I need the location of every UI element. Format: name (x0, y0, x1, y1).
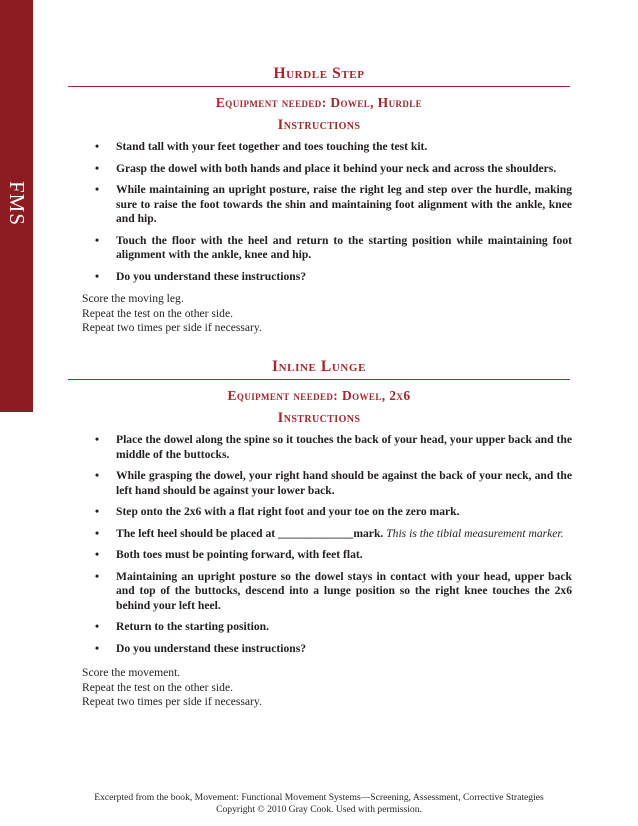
instructions-heading-inline-lunge: Instructions (277, 410, 361, 426)
note-line: Repeat the test on the other side. (82, 680, 233, 694)
list-item: • Stand tall with your feet together and toes touching the test kit. (95, 140, 428, 153)
note-line: Repeat the test on the other side. (82, 306, 233, 320)
notes-hurdle-step (82, 292, 572, 336)
instructions-list-inline-lunge (88, 433, 572, 663)
footer-copyright: Copyright © 2010 Gray Cook. Used with permission. (216, 804, 422, 815)
notes-inline-lunge (82, 666, 572, 710)
list-item: • Touch the floor with the heel and return to the starting position while maintaining foot alignment with the ankle, knee and hip. (95, 233, 572, 261)
list-item: • While maintaining an upright posture, raise the right leg and step over the hurdle, making sure to raise the foot towards the shin and maintaining foot alignment with the ankle, knee and hip. (95, 183, 572, 225)
list-item: • Both toes must be pointing forward, with feet flat. (95, 548, 363, 561)
list-item: • Do you understand these instructions? (95, 641, 307, 655)
list-item: • Do you understand these instructions? (95, 269, 307, 283)
note-line: Repeat two times per side if necessary. (82, 321, 262, 334)
note-line: Score the moving leg. (82, 292, 184, 305)
list-item: • Maintaining an upright posture so the dowel stays in contact with your head, upper back and top of the buttocks, descend into a lunge position so the right knee touches the 2x6 behind your left heel. (95, 569, 572, 612)
instructions-list-hurdle-step (88, 140, 572, 291)
list-item: • Place the dowel along the spine so it touches the back of your head, your upper back and the middle of the buttocks. (95, 433, 572, 461)
note-line: Repeat two times per side if necessary. (82, 695, 262, 708)
list-item: • Return to the starting position. (95, 620, 269, 633)
italic-note: This is the tibial measurement marker. (386, 526, 564, 540)
list-item: • Grasp the dowel with both hands and place it behind your neck and across the shoulders. (95, 161, 557, 175)
page-footer (68, 792, 570, 816)
section-title-hurdle-step: Hurdle Step (273, 65, 365, 82)
footer-source: Excerpted from the book, Movement: Functional Movement Systems—Screening, Assessment, Corrective Strategies (94, 792, 544, 803)
instructions-heading-hurdle-step: Instructions (277, 117, 361, 133)
list-item: • The left heel should be placed at _____________mark. This is the tibial measurement marker. (95, 526, 564, 540)
section-rule (68, 86, 570, 87)
list-item: • While grasping the dowel, your right hand should be against the back of your neck, and the left hand should be against your lower back. (95, 469, 572, 497)
side-tab-label: FMS (5, 180, 29, 226)
note-line: Score the movement. (82, 666, 181, 679)
section-title-inline-lunge: Inline Lunge (271, 358, 367, 375)
section-rule (68, 379, 570, 380)
list-item: • Step onto the 2x6 with a flat right foot and your toe on the zero mark. (95, 505, 460, 518)
equipment-hurdle-step: Equipment needed: Dowel, Hurdle (215, 95, 423, 110)
equipment-inline-lunge: Equipment needed: Dowel, 2x6 (227, 388, 411, 403)
